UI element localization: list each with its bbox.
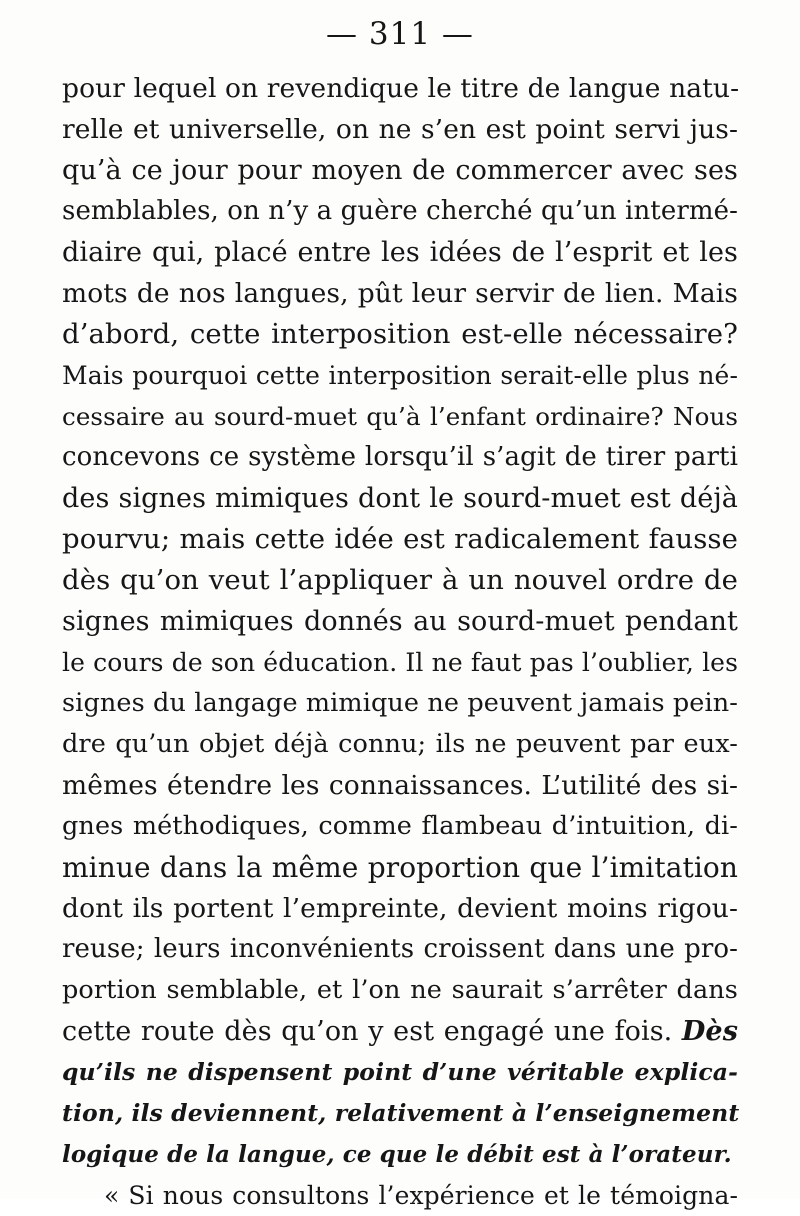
text-line-23: portion semblable, et l’on ne saurait s’arrêter dans [62, 975, 738, 1005]
text-line-24 [62, 1011, 738, 1052]
text-line-24-roman: cette route dès qu’on y est engagé une fois. [62, 1016, 673, 1047]
text-line-18: mêmes étendre les connaissances. L’utilité des si- [62, 770, 738, 801]
text-line-4: semblables, on n’y a guère cherché qu’un intermé- [62, 196, 738, 226]
text-line-12: pourvu; mais cette idée est radicalement fausse [62, 523, 738, 555]
text-line-5: diaire qui, placé entre les idées de l’esprit et les [62, 237, 738, 268]
text-line-21: dont ils portent l’empreinte, devient moins rigou- [62, 893, 738, 924]
italic-line-3: logique de la langue, ce que le débit est à l’orateur. [62, 1141, 732, 1168]
text-line-16: signes du langage mimique ne peuvent jamais pein- [62, 688, 738, 718]
text-line-7: d’abord, cette interposition est-elle nécessaire? [62, 318, 738, 350]
text-line-10: concevons ce système lorsqu’il s’agit de tirer parti [62, 442, 738, 472]
text-line-17: dre qu’un objet déjà connu; ils ne peuvent par eux- [62, 729, 738, 759]
text-line-2: relle et universelle, on ne s’en est point servi jus- [62, 114, 738, 145]
text-line-19: gnes méthodiques, comme flambeau d’intuition, di- [62, 811, 738, 841]
text-line-11: des signes mimiques dont le sourd-muet est déjà [62, 483, 738, 514]
text-line-24-italic: Dès [681, 1016, 739, 1047]
text-line-14: signes mimiques donnés au sourd-muet pendant [62, 606, 738, 637]
page-number: — 311 — [326, 16, 474, 52]
quote-start-line: « Si nous consultons l’expérience et le témoigna- [104, 1181, 738, 1210]
text-line-8: Mais pourquoi cette interposition serait-elle plus né- [62, 361, 738, 390]
text-line-9: cessaire au sourd-muet qu’à l’enfant ordinaire? Nous [62, 402, 738, 431]
text-line-6: mots de nos langues, pût leur servir de lien. Mais [62, 278, 738, 309]
italic-line-1: qu’ils ne dispensent point d’une véritable explica- [62, 1058, 738, 1086]
italic-line-2: tion, ils deviennent, relativement à l’enseignement [62, 1099, 740, 1127]
text-line-20: minue dans la même proportion que l’imitation [62, 851, 738, 884]
text-line-3: qu’à ce jour pour moyen de commercer avec ses [62, 155, 738, 186]
text-line-15: le cours de son éducation. Il ne faut pas l’oublier, les [62, 648, 738, 677]
text-line-22: reuse; leurs inconvénients croissent dans une pro- [62, 934, 738, 964]
text-line-13: dès qu’on veut l’appliquer à un nouvel ordre de [62, 564, 738, 596]
body-text [62, 68, 738, 1216]
text-line-1: pour lequel on revendique le titre de langue natu- [62, 73, 740, 104]
